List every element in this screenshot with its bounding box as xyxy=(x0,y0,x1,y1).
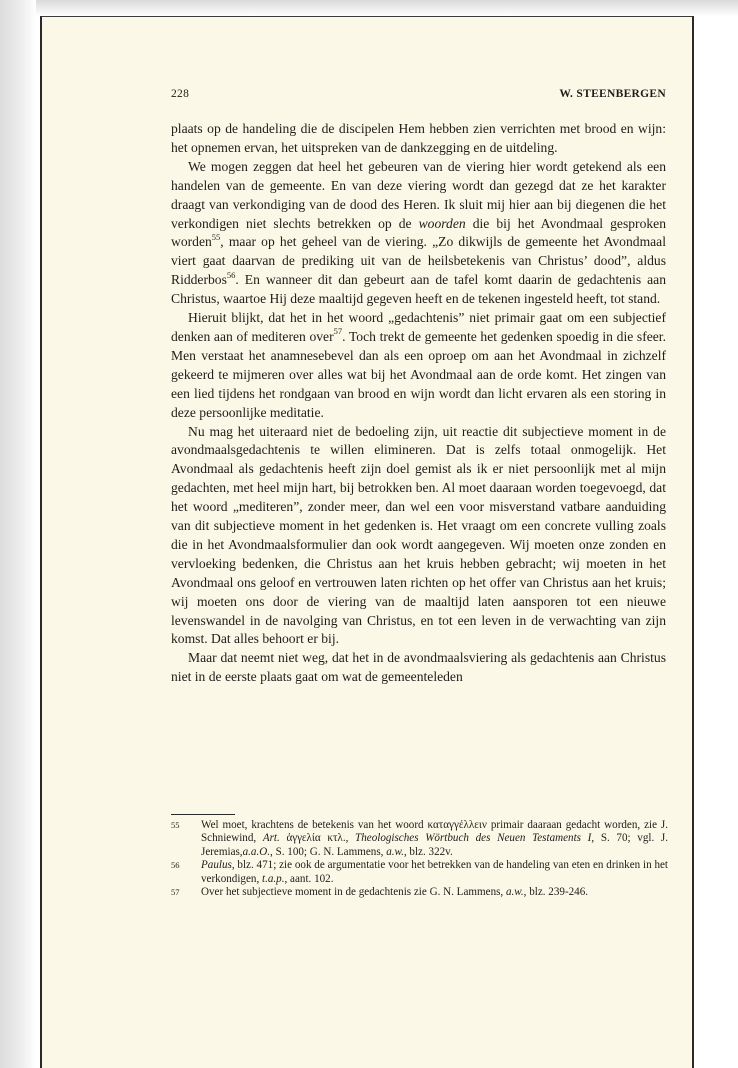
footnote-rule xyxy=(171,814,235,815)
footnote-ref-55: 55 xyxy=(211,231,221,242)
footnote-text: , blz. 322v. xyxy=(403,845,453,858)
footnote-number: 56 xyxy=(171,860,180,871)
footnote-text: primair daaraan gedacht worden, zie J. Schniewind, xyxy=(201,819,668,845)
scan-border-top xyxy=(0,0,738,16)
paragraph-2-italic-word: woorden xyxy=(418,215,466,231)
paragraph-3-text-a: Hieruit blijkt, dat het in het woord „gedachtenis” niet primair gaat om een subjectief denken aan of mediteren over xyxy=(171,310,666,344)
paragraph-5: Maar dat neemt niet weg, dat het in de avondmaalsviering als gedachtenis aan Christus niet in de eerste plaats gaat om wat de gemeenteleden xyxy=(171,650,666,685)
body-text xyxy=(171,120,666,687)
footnote-italic: a.w. xyxy=(386,845,404,858)
footnote-text: , S. 100; G. N. Lammens, xyxy=(270,845,387,858)
footnote-number: 55 xyxy=(171,820,180,830)
footnote-italic: Art. xyxy=(262,832,280,845)
footnote-56 xyxy=(171,859,668,886)
paragraph-3-text-b: . Toch trekt de gemeente het gedenken spoedig in die sfeer. Men verstaat het anamnesebevel dan als een oproep om aan het Avondmaal in zichzelf gekeerd te mijmeren over alles wat bij het Avondmaal aan de orde komt. Het zingen van een lied tijdens het rondgaan van brood en wijn wordt dan licht ervaren als een storing in deze persoonlijke meditatie. xyxy=(171,328,666,420)
footnotes xyxy=(171,819,668,899)
footnote-text: , xyxy=(345,832,356,845)
footnote-text: , blz. 239-246. xyxy=(523,886,589,899)
paragraph-2-text-a: We mogen zeggen dat heel het gebeuren van de viering hier wordt getekend als een handelen van de gemeente. En van deze viering wordt dan gezegd dat ze het karakter draagt van verkondiging van de dood des Heren. Ik sluit mij hier aan bij diegenen die het verkondigen niet slechts betrekken op de xyxy=(171,158,666,231)
page-header xyxy=(171,88,666,104)
scan-border-left xyxy=(0,0,36,1068)
footnote-italic: a.w. xyxy=(505,886,524,899)
page-number: 228 xyxy=(171,88,190,100)
footnote-ref-56: 56 xyxy=(226,269,236,280)
footnote-italic: t.a.p. xyxy=(262,872,285,885)
footnote-text: , blz. 471; zie ook de argumentatie voor het betrekken van de handeling van eten en drinken in het verkondigen, xyxy=(201,859,668,885)
running-head: W. STEENBERGEN xyxy=(559,88,666,100)
paragraph-2-text-c: , maar op het geheel van de viering. „Zo dikwijls de gemeente het Avondmaal viert gaat daarvan de prediking uit van de heilsbetekenis van Christus’ dood”, aldus Ridderbos xyxy=(171,234,666,288)
footnote-text: Over het subjectieve moment in de gedachtenis zie G. N. Lammens, xyxy=(201,886,506,899)
footnote-italic: Paulus xyxy=(201,859,232,872)
footnote-57 xyxy=(171,886,668,899)
footnote-text: Wel moet, krachtens de betekenis van het woord xyxy=(201,819,428,831)
paragraph-2-text-d: . En wanneer dit dan gebeurt aan de tafel komt daarin de gedachtenis aan Christus, waartoe Hij deze maaltijd gegeven heeft en de tekenen ingesteld heeft, tot stand. xyxy=(171,272,666,307)
footnote-text: , aant. 102. xyxy=(284,872,334,885)
footnote-number: 57 xyxy=(171,887,180,898)
footnote-55 xyxy=(171,819,668,859)
footnote-ref-57: 57 xyxy=(333,326,343,337)
paragraph-3 xyxy=(171,309,666,422)
paragraph-2 xyxy=(171,158,666,309)
footnote-italic: a.a.O. xyxy=(242,845,271,858)
footnote-greek: καταγγέλλειν xyxy=(427,819,487,831)
footnote-text: , S. 70; vgl. J. Jeremias, xyxy=(201,832,668,858)
footnote-greek: ἀγγελία κτλ. xyxy=(279,832,346,845)
footnote-italic: Theologisches Wörtbuch des Neuen Testaments I xyxy=(355,832,592,845)
paragraph-1: plaats op de handeling die de discipelen Hem hebben zien verrichten met brood en wijn: het opnemen ervan, het uitspreken van de dankzegging en de uitdeling. xyxy=(171,121,666,155)
paragraph-4: Nu mag het uiteraard niet de bedoeling zijn, uit reactie dit subjectieve moment in de avondmaalsgedachtenis te willen elimineren. Dat is zelfs totaal onmogelijk. Het Avondmaal als gedachtenis heeft zijn doel gemist als ik er niet persoonlijk met al mijn gedachten, met heel mijn hart, bij betrokken ben. Al moet daaraan worden toegevoegd, dat het woord „mediteren”, zonder meer, dan wel een voor misverstand vatbare aanduiding van dit subjectieve moment in het gedenken is. Het vraagt om een concrete vulling zoals die in het Avondmaalsformulier dan ook wordt aangegeven. Wij moeten onze zonden en vervloeking bedenken, die Christus aan het kruis hebben gebracht; wij moeten in het Avondmaal ons geloof en vertrouwen laten richten op het offer van Christus aan het kruis; wij moeten ons door de viering van de maaltijd laten aansporen tot een nieuwe levenswandel in de navolging van Christus, en tot een leven in de verwachting van zijn komst. Dat alles behoort er bij. xyxy=(171,423,666,647)
paragraph-2-text-b: die bij het Avondmaal gesproken worden xyxy=(171,215,666,250)
